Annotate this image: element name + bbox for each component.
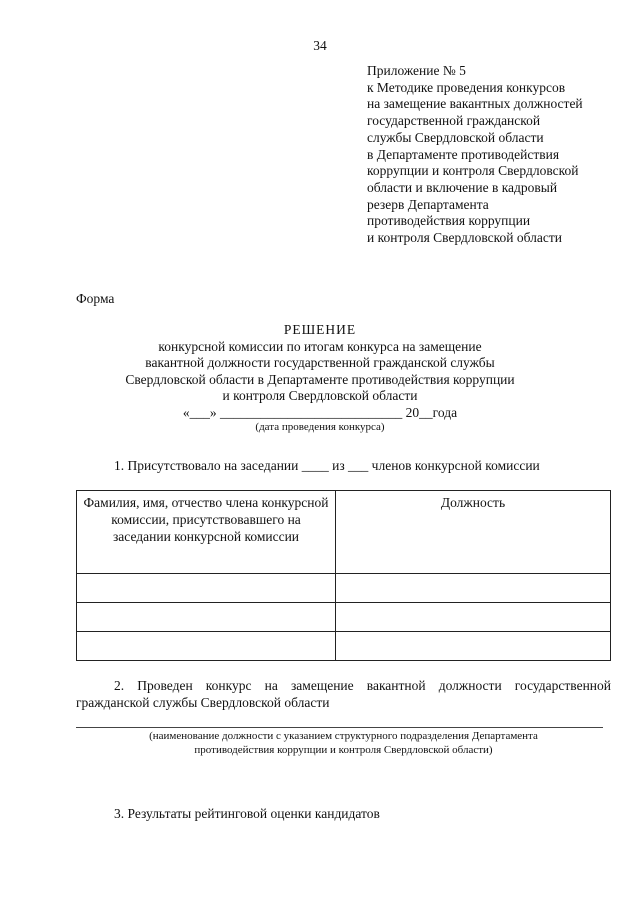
appendix-line: на замещение вакантных должностей xyxy=(367,96,583,112)
decision-title: РЕШЕНИЕ xyxy=(283,322,357,337)
header-position: Должность xyxy=(336,491,611,574)
appendix-line: резерв Департамента xyxy=(367,196,489,212)
position-fill-line xyxy=(76,727,603,728)
decision-date-line: «___» ___________________________ 20__года xyxy=(182,404,458,420)
table-cell xyxy=(336,574,611,603)
table-cell xyxy=(336,603,611,632)
appendix-line: области и включение в кадровый xyxy=(367,179,558,195)
attendance-paragraph: 1. Присутствовало на заседании ____ из ___ членов конкурсной комиссии xyxy=(114,458,540,473)
header-member-name: Фамилия, имя, отчество члена конкурсной комиссии, присутствовавшего на заседании конкурсной комиссии xyxy=(77,491,336,574)
table-cell xyxy=(77,574,336,603)
table-row xyxy=(77,603,611,632)
decision-date-caption: (дата проведения конкурса) xyxy=(255,421,385,433)
appendix-header xyxy=(367,63,583,247)
decision-subtitle-line: и контроля Свердловской области xyxy=(222,388,418,403)
position-caption xyxy=(76,729,611,757)
table-header-row xyxy=(77,491,611,574)
table-row xyxy=(77,632,611,661)
appendix-line: государственной гражданской xyxy=(367,113,541,129)
appendix-line: и контроля Свердловской области xyxy=(367,230,563,246)
position-caption-line: противодействия коррупции и контроля Свердловской области) xyxy=(194,744,493,756)
appendix-line: противодействия коррупции xyxy=(367,213,531,229)
results-paragraph: 3. Результаты рейтинговой оценки кандидатов xyxy=(114,806,380,821)
decision-heading xyxy=(0,322,640,434)
appendix-line: службы Свердловской области xyxy=(367,129,544,145)
page-number: 34 xyxy=(313,38,327,53)
table-cell xyxy=(77,632,336,661)
appendix-line: коррупции и контроля Свердловской xyxy=(367,163,579,179)
decision-subtitle-line: Свердловской области в Департаменте противодействия коррупции xyxy=(125,371,515,387)
contest-paragraph: 2. Проведен конкурс на замещение вакантной должности государственной гражданской службы Свердловской области xyxy=(76,678,611,710)
table-cell xyxy=(336,632,611,661)
position-caption-line: (наименование должности с указанием структурного подразделения Департамента xyxy=(149,730,538,742)
table-row xyxy=(77,574,611,603)
decision-subtitle-line: конкурсной комиссии по итогам конкурса на замещение xyxy=(158,338,482,354)
appendix-line: Приложение № 5 xyxy=(367,63,466,78)
appendix-line: в Департаменте противодействия xyxy=(367,146,560,162)
table-cell xyxy=(77,603,336,632)
decision-subtitle-line: вакантной должности государственной гражданской службы xyxy=(145,355,495,370)
appendix-line: к Методике проведения конкурсов xyxy=(367,79,566,95)
form-label: Форма xyxy=(76,291,115,306)
members-table xyxy=(76,490,611,661)
